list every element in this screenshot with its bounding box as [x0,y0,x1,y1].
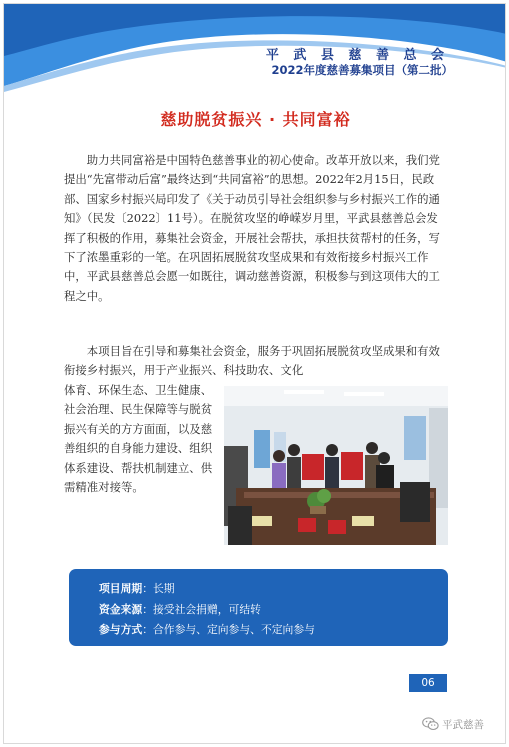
source-label: 资金来源 [99,602,143,616]
info-row-source [99,600,448,621]
period-value: ：长期 [142,582,175,595]
watermark-text: 平武慈善 [442,718,484,731]
project-line: 2022年度慈善募集项目（第二批） [271,63,453,77]
project-info-box [69,569,448,646]
project-paragraph-start: 本项目旨在引导和募集社会资金，服务于巩固拓展脱贫攻坚成果和有效衔接乡村振兴，用于产业振兴、科技助农、文化 [64,344,440,378]
org-name: 平 武 县 慈 善 总 会 [265,48,449,63]
method-value: ：合作参与、定向参与、不定向参与 [142,623,315,636]
method-label: 参与方式 [99,623,143,636]
info-row-method [99,620,448,641]
period-label: 项目周期 [99,582,143,595]
intro-paragraph: 助力共同富裕是中国特色慈善事业的初心使命。改革开放以来，我们党提出“先富带动后富”最终达到“共同富裕”的思想。2022年2月15日，民政部、国家乡村振兴局印发了《关于动员引导社会组织参与乡村振兴工作的通知》（民发〔2022〕11号）。在脱贫攻坚的峥嵘岁月里，平武县慈善总会发挥了积极的作用，募集社会资金，开展社会帮扶，承担扶贫帮村的任务，写下了浓墨重彩的一笔。在巩固拓展脱贫攻坚成果和有效衔接乡村振兴工作中，平武县慈善总会愿一如既往，调动慈善资源，积极参与到这项伟大的工程之中。 [64,153,440,303]
brochure-page [3,3,506,744]
wechat-icon [422,717,439,731]
page-number: 06 [409,674,447,692]
meeting-photo [224,386,448,545]
source-value: ：接受社会捐赠，可结转 [142,602,261,616]
project-paragraph-continued: 体育、环保生态、卫生健康、社会治理、民生保障等与脱贫振兴有关的方方面面，以及慈善组织的自身能力建设、组织体系建设、帮扶机制建立、供需精准对接等。 [64,383,213,495]
watermark [422,713,484,735]
page-title: 慈助脱贫振兴 · 共同富裕 [160,110,351,129]
info-row-period [99,579,448,600]
